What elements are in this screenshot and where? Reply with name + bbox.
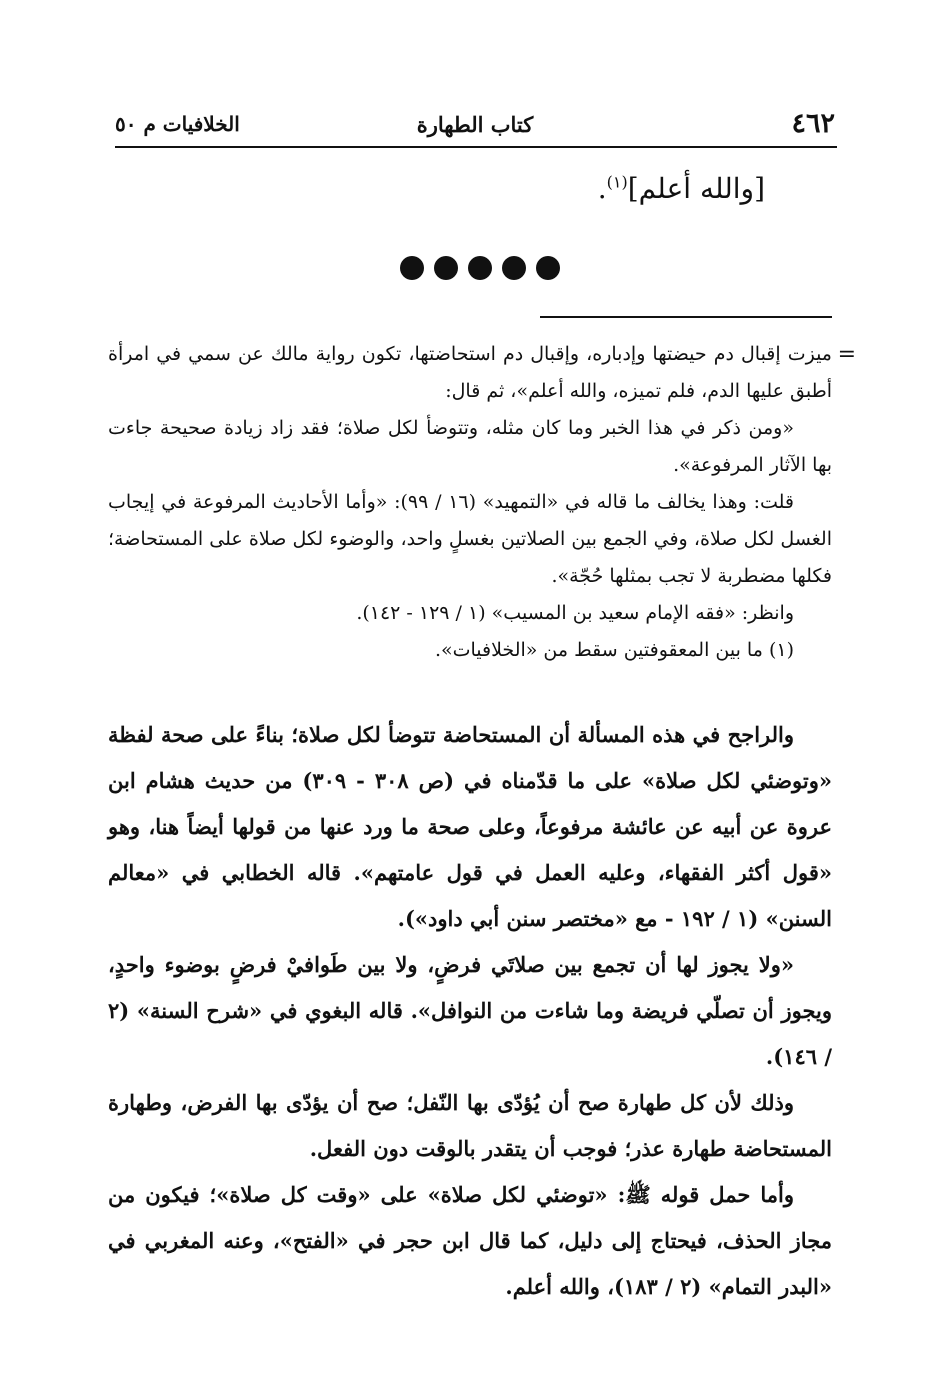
footnote-paragraph: «ومن ذكر في هذا الخبر وما كان مثله، وتتوضأ لكل صلاة؛ فقد زاد زيادة صحيحة جاءت بها الآثار المرفوعة».: [108, 417, 832, 476]
footnote-ref: (١): [606, 172, 628, 192]
page-number: ٤٦٢: [791, 108, 835, 139]
footnotes: [108, 336, 856, 669]
separator-dot: [400, 256, 424, 280]
body-paragraph: «ولا يجوز لها أن تجمع بين صلاتَي فرضٍ، ولا بين طَوافيْ فرضٍ بوضوء واحدٍ، ويجوز أن تصلّي فريضة وما شاءت من النوافل». قاله البغوي في «شرح السنة» (٢ / ١٤٦).: [108, 952, 832, 1069]
closing-text: [والله أعلم]: [627, 172, 765, 205]
footnote-paragraph: وانظر: «فقه الإمام سعيد بن المسيب» (١ / ١٢٩ - ١٤٢).: [356, 602, 794, 624]
separator-dot: [468, 256, 492, 280]
body-paragraph: والراجح في هذه المسألة أن المستحاضة تتوضأ لكل صلاة؛ بناءً على صحة لفظة «وتوضئي لكل صلاة» على ما قدّمناه في (ص ٣٠٨ - ٣٠٩) من حديث هشام ابن عروة عن أبيه عن عائشة مرفوعاً، وعلى صحة ما ورد عنها من قولها أيضاً هنا، وهو «قول أكثر الفقهاء، وعليه العمل في قول عامتهم». قاله الخطابي في «معالم السنن» (١ / ١٩٢ - مع «مختصر سنن أبي داود»).: [108, 722, 832, 931]
footnote-rule: [540, 316, 832, 318]
closing-end: .: [597, 172, 607, 205]
main-text: [108, 712, 832, 1310]
footnote-paragraph: قلت: وهذا يخالف ما قاله في «التمهيد» (١٦ / ٩٩): «وأما الأحاديث المرفوعة في إيجاب الغسل لكل صلاة، وفي الجمع بين الصلاتين بغسلٍ واحد، والوضوء لكل صلاة على المستحاضة؛ فكلها مضطربة لا تجب بمثلها حُجّة».: [108, 491, 832, 587]
separator-dot: [536, 256, 560, 280]
book-title: كتاب الطهارة: [416, 112, 534, 137]
running-header: [115, 108, 835, 144]
body-paragraph: وأما حمل قوله ﷺ: «توضئي لكل صلاة» على «وقت كل صلاة»؛ فيكون من مجاز الحذف، فيحتاج إلى دليل، كما قال ابن حجر في «الفتح»، وعنه المغربي في «البدر التمام» (٢ / ١٨٣)، والله أعلم.: [108, 1182, 832, 1299]
footnote-paragraph: ميزت إقبال دم حيضتها وإدباره، وإقبال دم استحاضتها، تكون رواية مالك عن سمي في امرأة أطبق عليها الدم، فلم تميزه، والله أعلم»، ثم قال:: [108, 343, 832, 402]
closing-phrase: [598, 172, 765, 205]
continuation-mark: =: [837, 342, 856, 367]
body-paragraph: وذلك لأن كل طهارة صح أن يُؤدّى بها النّفل؛ صح أن يؤدّى بها الفرض، وطهارة المستحاضة طهارة عذر؛ فوجب أن يتقدر بالوقت دون الفعل.: [108, 1090, 832, 1161]
separator-dot: [502, 256, 526, 280]
footnote-paragraph: (١) ما بين المعقوفتين سقط من «الخلافيات».: [434, 639, 794, 661]
section-separator: [400, 250, 560, 284]
header-rule: [115, 146, 837, 148]
signature-mark: الخلافيات م ٥٠: [115, 112, 240, 136]
separator-dot: [434, 256, 458, 280]
